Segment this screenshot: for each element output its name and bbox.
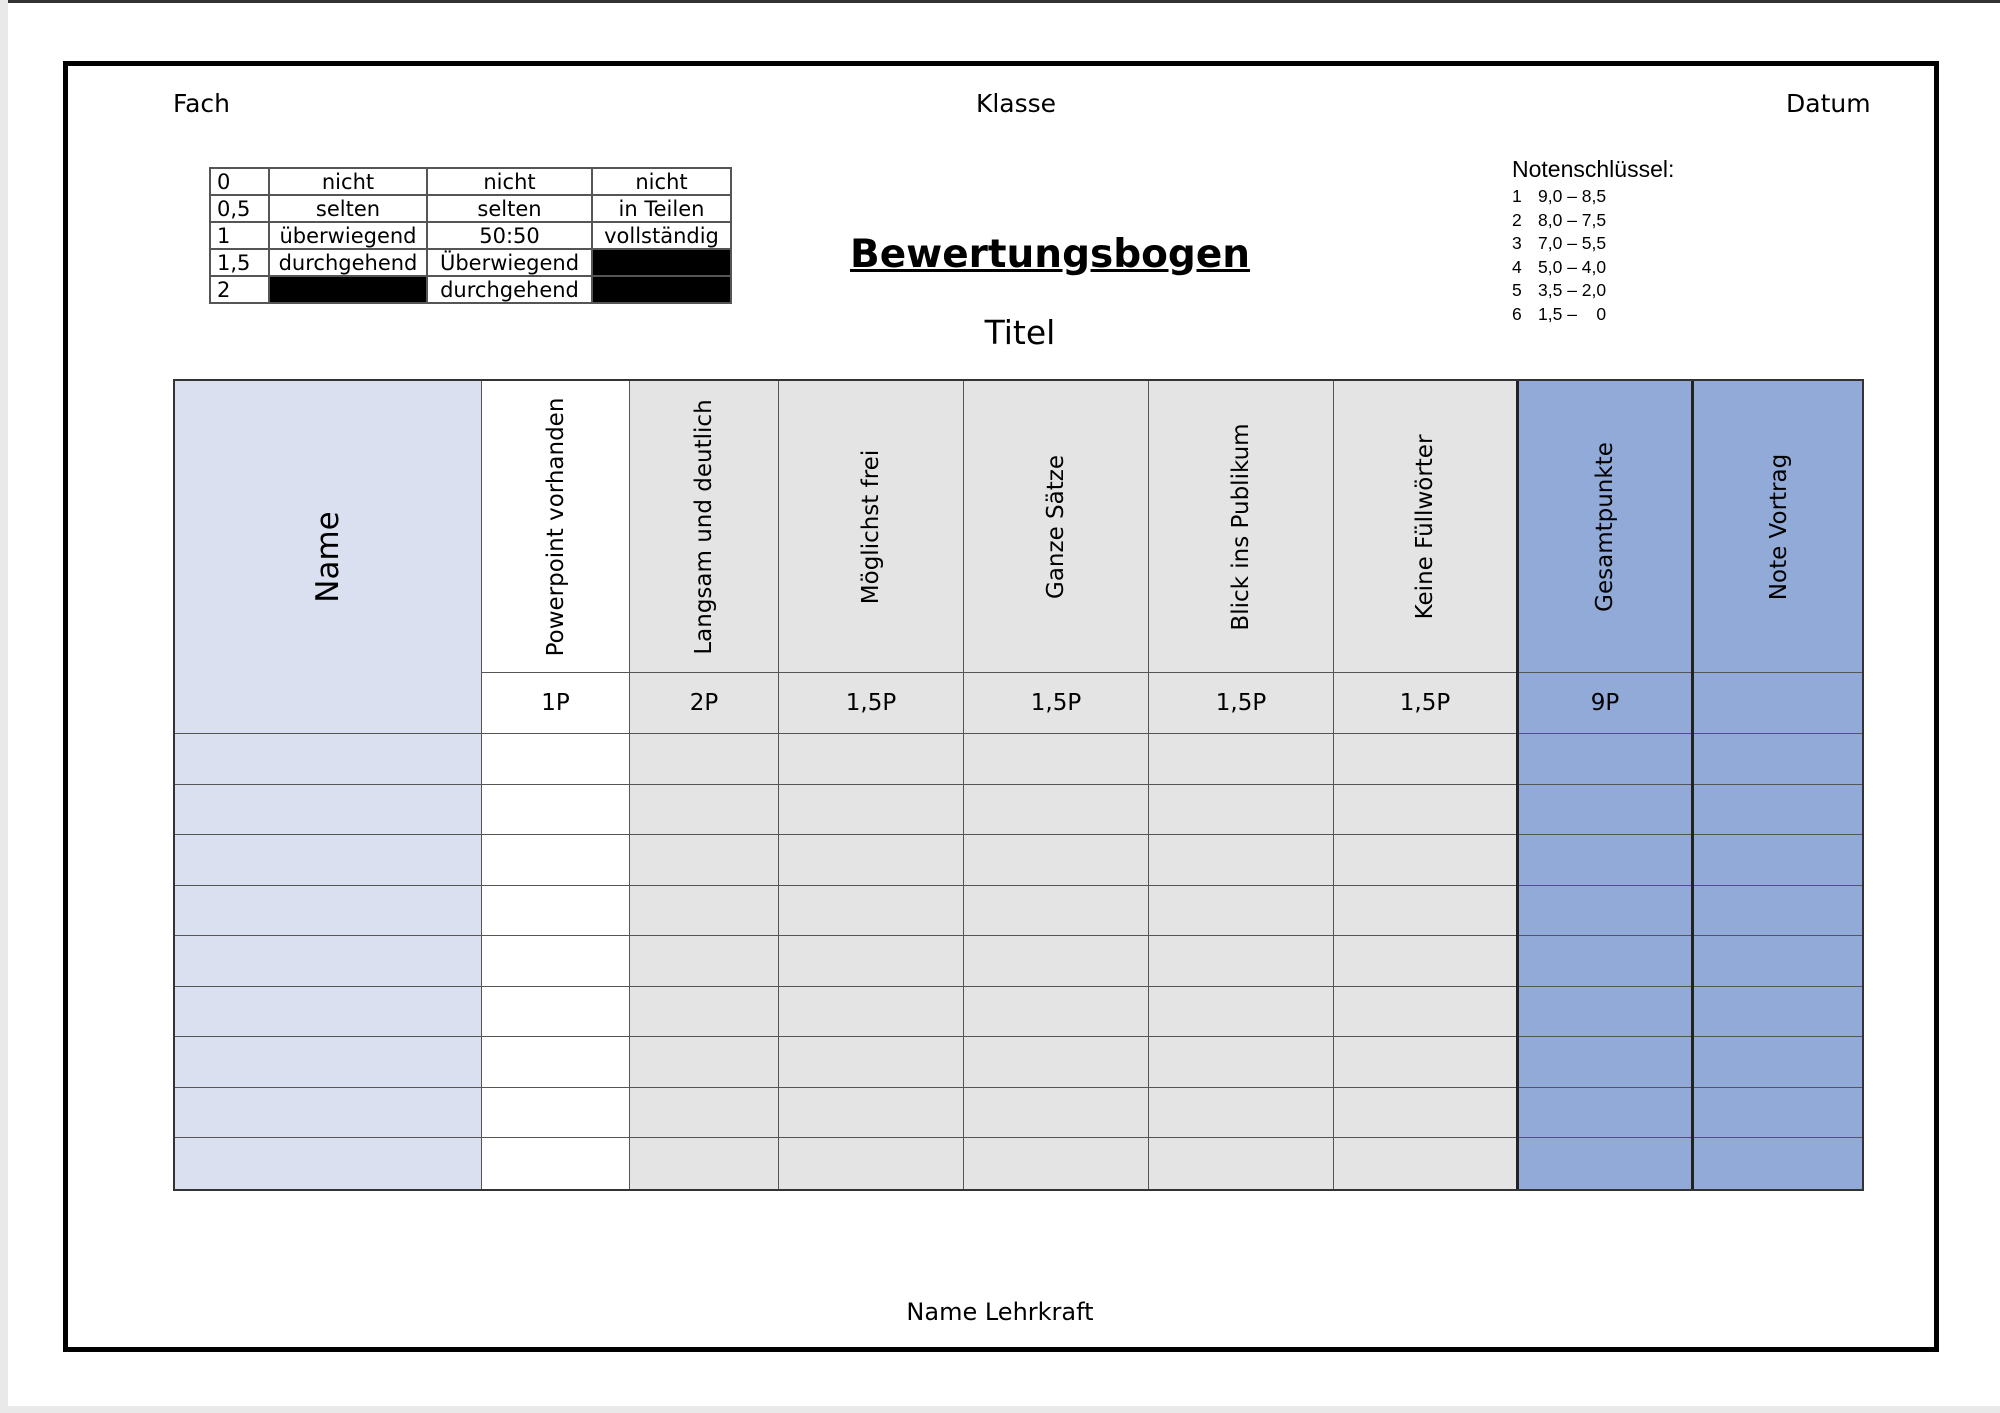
scale-cell: nicht <box>592 168 731 195</box>
entry-cell[interactable] <box>175 1088 481 1139</box>
entry-cell[interactable] <box>175 1138 481 1189</box>
max-points-cell: 9P <box>1519 673 1691 734</box>
entry-cell[interactable] <box>779 835 963 886</box>
grade-number: 6 <box>1512 303 1522 324</box>
entry-cell[interactable] <box>482 1088 629 1139</box>
entry-cell[interactable] <box>1694 886 1864 937</box>
entry-cell[interactable] <box>1149 1088 1333 1139</box>
grade-key <box>1512 156 1674 326</box>
criterion-header-cell <box>964 381 1148 673</box>
teacher-name-label: Name Lehrkraft <box>906 1298 1094 1326</box>
scale-row <box>210 276 731 303</box>
entry-cell[interactable] <box>1334 987 1516 1038</box>
grade-key-row <box>1512 303 1674 327</box>
criterion-column-note <box>1694 381 1864 1189</box>
entry-cell[interactable] <box>630 1037 778 1088</box>
max-points-cell <box>1694 673 1864 734</box>
entry-cell[interactable] <box>175 785 481 836</box>
entry-cell[interactable] <box>175 886 481 937</box>
entry-cell[interactable] <box>779 987 963 1038</box>
entry-cell[interactable] <box>175 936 481 987</box>
entry-cell[interactable] <box>1334 936 1516 987</box>
evaluation-grid <box>173 379 1864 1191</box>
entry-cell[interactable] <box>1519 1037 1691 1088</box>
entry-cell[interactable] <box>1519 1138 1691 1189</box>
grade-range: 8,0 – 7,5 <box>1538 209 1607 230</box>
entry-cell[interactable] <box>1149 785 1333 836</box>
entry-cell[interactable] <box>964 1037 1148 1088</box>
class-label: Klasse <box>975 89 1057 118</box>
subject-label: Fach <box>173 89 230 118</box>
entry-cell[interactable] <box>630 886 778 937</box>
max-points-cell: 1,5P <box>1149 673 1333 734</box>
entry-cell[interactable] <box>1519 835 1691 886</box>
entry-cell[interactable] <box>1694 1088 1864 1139</box>
scale-level: 2 <box>210 276 269 303</box>
grade-key-row <box>1512 185 1674 209</box>
max-points-cell: 2P <box>630 673 778 734</box>
window-edge-left <box>0 0 8 1413</box>
grade-range: 9,0 – 8,5 <box>1538 186 1607 206</box>
criterion-header: Ganze Sätze <box>1043 454 1069 599</box>
criterion-header-cell <box>630 381 778 673</box>
criterion-header: Gesamtpunkte <box>1592 441 1618 612</box>
entry-cell[interactable] <box>1519 1088 1691 1139</box>
date-label: Datum <box>1786 89 1871 118</box>
scale-level: 0,5 <box>210 195 269 222</box>
entry-cell[interactable] <box>964 987 1148 1038</box>
grade-range: 3,5 – 2,0 <box>1538 280 1607 300</box>
entry-cell[interactable] <box>964 1138 1148 1189</box>
grade-number: 3 <box>1512 233 1522 253</box>
criterion-header: Keine Füllwörter <box>1412 434 1438 619</box>
entry-cell[interactable] <box>1149 1037 1333 1088</box>
entry-cell[interactable] <box>630 734 778 785</box>
entry-cell[interactable] <box>630 987 778 1038</box>
scoring-scale-table <box>209 167 732 304</box>
document-subtitle: Titel <box>984 313 1056 352</box>
scale-cell: durchgehend <box>427 276 592 303</box>
entry-cell[interactable] <box>482 835 629 886</box>
entry-cell[interactable] <box>1694 1037 1864 1088</box>
entry-cell[interactable] <box>175 1037 481 1088</box>
entry-cell[interactable] <box>1519 785 1691 836</box>
criterion-header: Blick ins Publikum <box>1228 422 1254 631</box>
scale-cell: 50:50 <box>427 222 592 249</box>
scale-cell: nicht <box>269 168 427 195</box>
window-edge-bottom <box>0 1406 2000 1413</box>
max-points-cell: 1,5P <box>1334 673 1516 734</box>
entry-cell[interactable] <box>1519 734 1691 785</box>
entry-cell[interactable] <box>630 1088 778 1139</box>
entry-cell[interactable] <box>482 734 629 785</box>
criterion-header: Note Vortrag <box>1766 453 1792 600</box>
criterion-column-gesamtpunkte <box>1519 381 1694 1189</box>
criterion-header: Langsam und deutlich <box>691 398 717 655</box>
entry-cell[interactable] <box>1149 1138 1333 1189</box>
scale-cell: selten <box>427 195 592 222</box>
entry-cell[interactable] <box>779 785 963 836</box>
entry-cell[interactable] <box>1694 835 1864 886</box>
entry-cell[interactable] <box>1519 886 1691 937</box>
entry-cell[interactable] <box>1694 785 1864 836</box>
entry-cell[interactable] <box>482 987 629 1038</box>
entry-cell[interactable] <box>1334 835 1516 886</box>
name-header-cell <box>175 381 481 734</box>
scale-row <box>210 195 731 222</box>
entry-cell[interactable] <box>779 936 963 987</box>
entry-cell[interactable] <box>1334 886 1516 937</box>
document-title: Bewertungsbogen <box>850 232 1251 277</box>
entry-cell[interactable] <box>175 734 481 785</box>
max-points-cell: 1,5P <box>964 673 1148 734</box>
criterion-column-powerpoint <box>482 381 630 1189</box>
entry-cell[interactable] <box>1334 1088 1516 1139</box>
entry-cell[interactable] <box>779 734 963 785</box>
entry-cell[interactable] <box>1149 936 1333 987</box>
scale-cell: überwiegend <box>269 222 427 249</box>
criterion-column-fuellwoerter <box>1334 381 1519 1189</box>
grade-number: 2 <box>1512 209 1522 230</box>
entry-cell[interactable] <box>630 1138 778 1189</box>
entry-cell[interactable] <box>482 1138 629 1189</box>
entry-cell[interactable] <box>779 1138 963 1189</box>
grade-number: 1 <box>1512 186 1522 206</box>
grade-key-row <box>1512 279 1674 303</box>
entry-cell[interactable] <box>482 936 629 987</box>
entry-cell[interactable] <box>175 835 481 886</box>
entry-cell[interactable] <box>964 886 1148 937</box>
scale-cell: durchgehend <box>269 249 427 276</box>
scale-row <box>210 168 731 195</box>
entry-cell[interactable] <box>1149 886 1333 937</box>
grade-range: 5,0 – 4,0 <box>1538 256 1607 277</box>
entry-cell[interactable] <box>964 835 1148 886</box>
entry-cell[interactable] <box>482 785 629 836</box>
scale-cell: Überwiegend <box>427 249 592 276</box>
criterion-header-cell <box>1694 381 1864 673</box>
scale-cell: vollständig <box>592 222 731 249</box>
entry-cell[interactable] <box>1334 1037 1516 1088</box>
entry-cell[interactable] <box>175 987 481 1038</box>
entry-cell[interactable] <box>1694 734 1864 785</box>
name-column <box>175 381 482 1189</box>
criterion-header-cell <box>482 381 629 673</box>
criterion-column-langsam <box>630 381 779 1189</box>
scale-blacked-cell <box>269 276 427 303</box>
criterion-column-blick <box>1149 381 1334 1189</box>
entry-cell[interactable] <box>964 734 1148 785</box>
scale-level: 1 <box>210 222 269 249</box>
entry-cell[interactable] <box>1694 987 1864 1038</box>
entry-cell[interactable] <box>482 1037 629 1088</box>
scale-level: 1,5 <box>210 249 269 276</box>
entry-cell[interactable] <box>1149 734 1333 785</box>
grade-key-row <box>1512 232 1674 256</box>
criterion-header: Powerpoint vorhanden <box>542 397 569 656</box>
criterion-column-frei <box>779 381 964 1189</box>
criterion-header-cell <box>1149 381 1333 673</box>
entry-cell[interactable] <box>1519 987 1691 1038</box>
entry-cell[interactable] <box>1149 835 1333 886</box>
grade-number: 5 <box>1512 280 1522 300</box>
grade-key-row <box>1512 256 1674 280</box>
scale-cell: in Teilen <box>592 195 731 222</box>
scale-level: 0 <box>210 168 269 195</box>
grade-range: 7,0 – 5,5 <box>1538 233 1607 253</box>
scale-row <box>210 222 731 249</box>
entry-cell[interactable] <box>630 785 778 836</box>
criterion-header-cell <box>1334 381 1516 673</box>
entry-cell[interactable] <box>1694 1138 1864 1189</box>
entry-cell[interactable] <box>964 936 1148 987</box>
max-points-cell: 1,5P <box>779 673 963 734</box>
scale-blacked-cell <box>592 249 731 276</box>
entry-cell[interactable] <box>630 936 778 987</box>
grade-range: 1,5 – 0 <box>1538 303 1607 324</box>
window-edge-top <box>0 0 2000 3</box>
entry-cell[interactable] <box>482 886 629 937</box>
entry-cell[interactable] <box>630 835 778 886</box>
entry-cell[interactable] <box>1694 936 1864 987</box>
max-points-cell: 1P <box>482 673 629 734</box>
entry-cell[interactable] <box>1519 936 1691 987</box>
entry-cell[interactable] <box>779 886 963 937</box>
scale-cell: nicht <box>427 168 592 195</box>
entry-cell[interactable] <box>1334 1138 1516 1189</box>
entry-cell[interactable] <box>779 1037 963 1088</box>
scale-cell: selten <box>269 195 427 222</box>
entry-cell[interactable] <box>1149 987 1333 1038</box>
criterion-header-cell <box>1519 381 1691 673</box>
grade-key-row <box>1512 209 1674 233</box>
grade-number: 4 <box>1512 256 1522 277</box>
entry-cell[interactable] <box>1334 785 1516 836</box>
criterion-header-cell <box>779 381 963 673</box>
scale-blacked-cell <box>592 276 731 303</box>
scale-row <box>210 249 731 276</box>
entry-cell[interactable] <box>964 785 1148 836</box>
grade-key-title: Notenschlüssel: <box>1512 156 1675 182</box>
criterion-column-saetze <box>964 381 1149 1189</box>
name-column-header: Name <box>310 511 346 603</box>
entry-cell[interactable] <box>779 1088 963 1139</box>
entry-cell[interactable] <box>964 1088 1148 1139</box>
entry-cell[interactable] <box>1334 734 1516 785</box>
criterion-header: Möglichst frei <box>858 449 884 604</box>
